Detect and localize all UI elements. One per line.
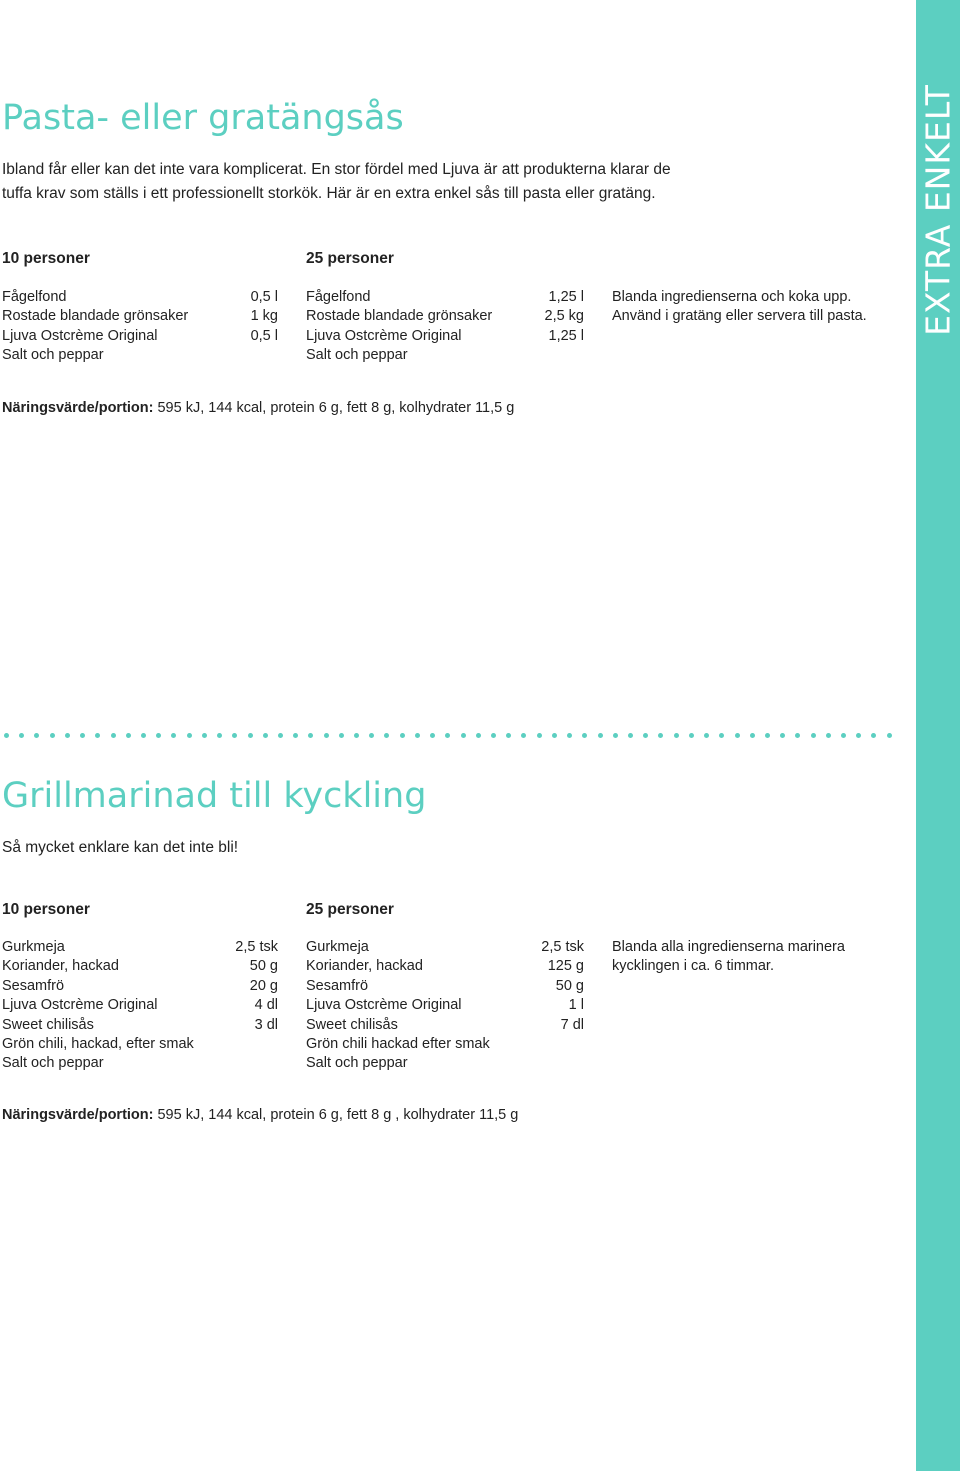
recipe-2-nutrition-values: 595 kJ, 144 kcal, protein 6 g, fett 8 g , kolhydrater 11,5 g <box>153 1107 519 1123</box>
ingredient-quantity: 0,5 l <box>250 327 278 344</box>
ingredient-name: Salt och peppar <box>306 347 408 364</box>
ingredient-row <box>306 977 584 996</box>
ingredient-row <box>306 346 584 365</box>
recipe-1-nutrition-label: Näringsvärde/portion: <box>2 400 154 416</box>
divider-dot <box>248 733 253 738</box>
ingredient-name: Sesamfrö <box>2 977 65 994</box>
divider-dot <box>552 733 557 738</box>
ingredient-quantity: 4 dl <box>254 997 278 1014</box>
ingredient-row <box>306 1035 584 1054</box>
ingredient-name: Grön chili hackad efter smak <box>306 1036 490 1053</box>
ingredient-name: Rostade blandade grönsaker <box>2 308 189 325</box>
divider-dot <box>613 733 618 738</box>
divider-dot <box>217 733 222 738</box>
ingredient-row <box>306 996 584 1015</box>
recipe-1-title: Pasta- eller gratängsås <box>2 98 404 138</box>
side-label-text: EXTRA ENKELT <box>918 84 958 336</box>
divider-dot <box>826 733 831 738</box>
ingredient-quantity: 1,25 l <box>548 289 584 305</box>
divider-dot <box>582 733 587 738</box>
ingredient-row <box>306 938 584 957</box>
ingredient-quantity: 1 l <box>568 997 584 1014</box>
divider-dot <box>841 733 846 738</box>
ingredient-row <box>306 1016 584 1035</box>
ingredient-row <box>2 1054 278 1073</box>
divider-dot <box>95 733 100 738</box>
recipe-2-nutrition <box>2 1107 518 1123</box>
divider-dot <box>476 733 481 738</box>
divider-dot <box>34 733 39 738</box>
ingredient-quantity: 50 g <box>555 977 584 994</box>
ingredient-row <box>306 327 584 346</box>
ingredient-quantity: 50 g <box>249 958 278 975</box>
divider-dot <box>856 733 861 738</box>
ingredient-quantity: 125 g <box>547 958 584 975</box>
ingredient-quantity: 2,5 tsk <box>541 939 584 955</box>
recipe-1-nutrition <box>2 400 514 416</box>
divider-dot <box>324 733 329 738</box>
divider-dot <box>232 733 237 738</box>
ingredient-row <box>2 288 278 307</box>
recipe-1-instructions: Blanda ingredienserna och koka upp. Använd i gratäng eller servera till pasta. <box>612 289 867 325</box>
divider-dot <box>537 733 542 738</box>
ingredient-name: Sesamfrö <box>306 977 369 994</box>
divider-dot <box>628 733 633 738</box>
ingredient-name: Fågelfond <box>306 289 371 305</box>
ingredient-row <box>306 307 584 326</box>
divider-dot <box>765 733 770 738</box>
divider-dot <box>445 733 450 738</box>
divider-dot <box>461 733 466 738</box>
ingredient-name: Ljuva Ostcrème Original <box>306 997 462 1014</box>
recipe-2-nutrition-label: Näringsvärde/portion: <box>2 1107 154 1123</box>
ingredient-row <box>2 1016 278 1035</box>
divider-dot <box>50 733 55 738</box>
divider-dot <box>187 733 192 738</box>
divider-dot <box>202 733 207 738</box>
recipe-2-ingredients-10 <box>2 938 278 1074</box>
ingredient-name: Gurkmeja <box>2 939 65 955</box>
divider-dot <box>643 733 648 738</box>
divider-dot <box>567 733 572 738</box>
ingredient-name: Salt och peppar <box>2 347 104 364</box>
ingredient-row <box>2 996 278 1015</box>
divider-dot <box>719 733 724 738</box>
ingredient-quantity: 20 g <box>249 977 278 994</box>
divider-dot <box>4 733 9 738</box>
divider-dot <box>491 733 496 738</box>
ingredient-name: Ljuva Ostcrème Original <box>2 997 158 1014</box>
ingredient-name: Koriander, hackad <box>2 958 119 975</box>
divider-dot <box>308 733 313 738</box>
ingredient-row <box>2 957 278 976</box>
recipe-1-heading-10: 10 personer <box>2 250 90 267</box>
ingredient-row <box>2 977 278 996</box>
divider-dot <box>141 733 146 738</box>
ingredient-row <box>2 1035 278 1054</box>
ingredient-row <box>306 1054 584 1073</box>
side-label <box>916 84 960 336</box>
recipe-2-title: Grillmarinad till kyckling <box>2 776 427 816</box>
divider-dot <box>598 733 603 738</box>
ingredient-quantity: 7 dl <box>560 1016 584 1033</box>
divider-dot <box>704 733 709 738</box>
divider-dot <box>354 733 359 738</box>
divider-dot <box>19 733 24 738</box>
dotted-divider <box>4 733 892 739</box>
ingredient-quantity: 1 kg <box>250 308 278 325</box>
ingredient-name: Salt och peppar <box>2 1055 104 1072</box>
divider-dot <box>384 733 389 738</box>
divider-dot <box>674 733 679 738</box>
divider-dot <box>795 733 800 738</box>
divider-dot <box>415 733 420 738</box>
ingredient-row <box>306 288 584 307</box>
ingredient-row <box>2 346 278 365</box>
ingredient-name: Rostade blandade grönsaker <box>306 308 493 325</box>
divider-dot <box>658 733 663 738</box>
ingredient-name: Sweet chilisås <box>2 1016 94 1033</box>
divider-dot <box>263 733 268 738</box>
divider-dot <box>156 733 161 738</box>
divider-dot <box>65 733 70 738</box>
recipe-1-ingredients-10 <box>2 288 278 366</box>
divider-dot <box>735 733 740 738</box>
divider-dot <box>369 733 374 738</box>
ingredient-name: Ljuva Ostcrème Original <box>306 327 462 344</box>
ingredient-name: Koriander, hackad <box>306 958 423 975</box>
divider-dot <box>400 733 405 738</box>
ingredient-name: Sweet chilisås <box>306 1016 398 1033</box>
ingredient-name: Ljuva Ostcrème Original <box>2 327 158 344</box>
divider-dot <box>430 733 435 738</box>
divider-dot <box>278 733 283 738</box>
divider-dot <box>811 733 816 738</box>
ingredient-row <box>2 327 278 346</box>
ingredient-row <box>2 938 278 957</box>
ingredient-name: Grön chili, hackad, efter smak <box>2 1036 194 1053</box>
recipe-2-instructions: Blanda alla ingredienserna marinera kycklingen i ca. 6 timmar. <box>612 939 845 975</box>
divider-dot <box>339 733 344 738</box>
recipe-1-heading-25: 25 personer <box>306 250 394 267</box>
divider-dot <box>126 733 131 738</box>
divider-dot <box>80 733 85 738</box>
ingredient-name: Gurkmeja <box>306 939 369 955</box>
ingredient-quantity: 2,5 tsk <box>235 939 278 955</box>
recipe-2-intro: Så mycket enklare kan det inte bli! <box>2 839 239 856</box>
recipe-2-heading-25: 25 personer <box>306 901 394 918</box>
divider-dot <box>780 733 785 738</box>
divider-dot <box>689 733 694 738</box>
recipe-2-heading-10: 10 personer <box>2 901 90 918</box>
ingredient-quantity: 1,25 l <box>548 327 584 344</box>
ingredient-name: Fågelfond <box>2 289 67 305</box>
recipe-1-ingredients-25 <box>306 288 584 366</box>
recipe-2-ingredients-25 <box>306 938 584 1074</box>
ingredient-row <box>306 957 584 976</box>
divider-dot <box>521 733 526 738</box>
ingredient-quantity: 0,5 l <box>250 289 278 305</box>
divider-dot <box>111 733 116 738</box>
recipe-1-intro: Ibland får eller kan det inte vara komplicerat. En stor fördel med Ljuva är att produkterna klarar de tuffa krav som ställs i ett professionellt storkök. Här är en extra enkel sås till pasta eller gratäng. <box>2 161 671 202</box>
divider-dot <box>887 733 892 738</box>
divider-dot <box>506 733 511 738</box>
ingredient-row <box>2 307 278 326</box>
ingredient-name: Salt och peppar <box>306 1055 408 1072</box>
ingredient-quantity: 2,5 kg <box>544 308 584 325</box>
ingredient-quantity: 3 dl <box>254 1016 278 1033</box>
divider-dot <box>750 733 755 738</box>
divider-dot <box>293 733 298 738</box>
divider-dot <box>871 733 876 738</box>
recipe-1-nutrition-values: 595 kJ, 144 kcal, protein 6 g, fett 8 g, kolhydrater 11,5 g <box>153 400 515 416</box>
divider-dot <box>171 733 176 738</box>
